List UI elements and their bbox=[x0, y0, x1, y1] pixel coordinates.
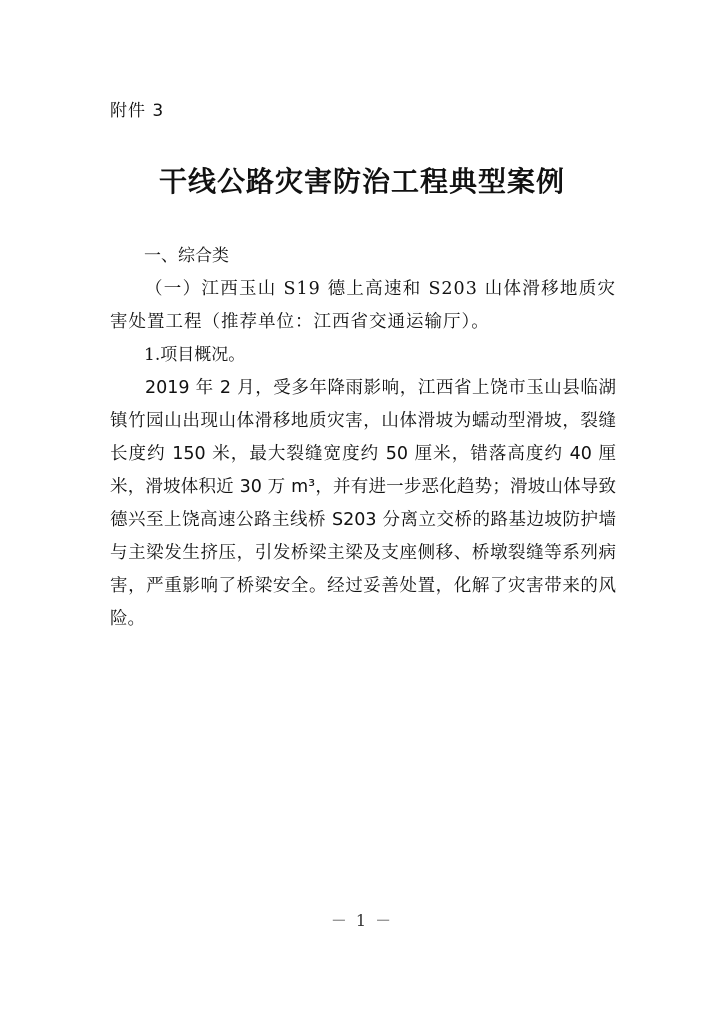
page-number: － 1 － bbox=[330, 911, 394, 930]
subsection-heading: 1.项目概况。 bbox=[144, 345, 246, 365]
document-title: 干线公路灾害防治工程典型案例 bbox=[158, 165, 565, 198]
attachment-label: 附件 3 bbox=[110, 101, 165, 121]
case-heading: （一）江西玉山 S19 德上高速和 S203 山体滑移地质灾害处置工程（推荐单位：江西省交通运输厅）。 bbox=[110, 279, 616, 332]
overview-paragraph: 2019 年 2 月，受多年降雨影响，江西省上饶市玉山县临湖镇竹园山出现山体滑移地质灾害，山体滑坡为蠕动型滑坡，裂缝长度约 150 米，最大裂缝宽度约 50 厘米，错落高度约 40 厘米，滑坡体积近 30 万 m³，并有进一步恶化趋势；滑坡山体导致德兴至上饶高速公路主线桥 S203 分离立交桥的路基边坡防护墙与主梁发生挤压，引发桥梁主梁及支座侧移、桥墩裂缝等系列病害，严重影响了桥梁安全。经过妥善处置，化解了灾害带来的风险。 bbox=[110, 378, 616, 629]
document-body bbox=[110, 240, 616, 636]
section-heading: 一、综合类 bbox=[144, 246, 229, 266]
